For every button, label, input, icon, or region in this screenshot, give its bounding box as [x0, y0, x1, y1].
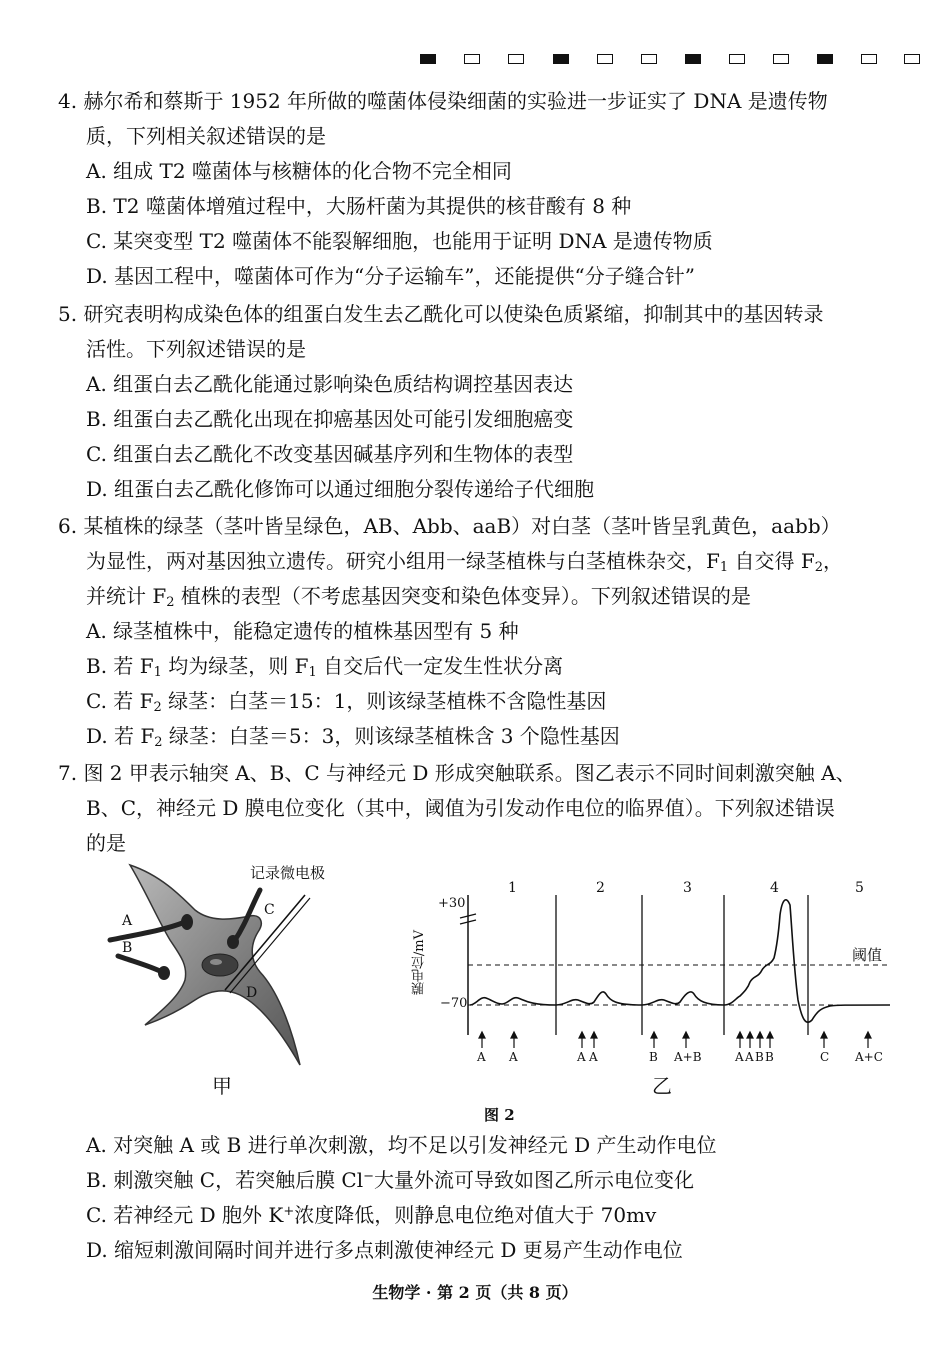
- stimulus-arrows: [479, 1032, 871, 1048]
- header-mark-hollow: [641, 54, 657, 64]
- page-footer: 生物学 · 第 2 页（共 8 页）: [372, 1283, 578, 1302]
- segment-label-4: 4: [770, 880, 779, 896]
- label-b: B: [122, 940, 133, 956]
- stimulus-label: A: [509, 1050, 518, 1064]
- header-mark-hollow: [904, 54, 920, 64]
- axon-c-terminal: [227, 935, 239, 949]
- stimulus-label: A: [745, 1050, 754, 1064]
- stimulus-label: A: [735, 1050, 744, 1064]
- q7-option-b: B. 刺激突触 C，若突触后膜 Cl−大量外流可导致如图乙所示电位变化: [86, 1168, 695, 1192]
- q6-stem-line3: 并统计 $F_2$ 植株的表型（不考虑基因突变和染色体变异）。下列叙述错误的是: [86, 584, 751, 610]
- potential-trace: [470, 900, 890, 1022]
- axon-b-shape: [118, 956, 162, 972]
- header-mark-hollow: [597, 54, 613, 64]
- q4-option-d: D. 基因工程中，噬菌体可作为“分子运输车”，还能提供“分子缝合针”: [86, 264, 695, 288]
- label-a: A: [122, 913, 133, 929]
- header-mark-hollow: [861, 54, 877, 64]
- q6-option-a: A. 绿茎植株中，能稳定遗传的植株基因型有 5 种: [86, 619, 519, 643]
- q7-stem-line1: 7. 图 2 甲表示轴突 A、B、C 与神经元 D 形成突触联系。图乙表示不同时间刺激突触 A、: [58, 761, 856, 785]
- electrode-label: 记录微电极: [250, 864, 326, 882]
- q4-stem-line1: 4. 赫尔希和蔡斯于 1952 年所做的噬菌体侵染细菌的实验进一步证实了 DNA 是遗传物: [58, 89, 828, 113]
- segment-label-5: 5: [855, 880, 864, 896]
- q5-stem-line1: 5. 研究表明构成染色体的组蛋白发生去乙酰化可以使染色质紧缩，抑制其中的基因转录: [58, 302, 824, 326]
- q7-stem-line2: B、C，神经元 D 膜电位变化（其中，阈值为引发动作电位的临界值）。下列叙述错误: [86, 796, 835, 820]
- header-mark-filled: [817, 54, 833, 64]
- q4-stem-line2: 质，下列相关叙述错误的是: [86, 124, 326, 148]
- header-mark-hollow: [729, 54, 745, 64]
- threshold-label: 阈值: [852, 946, 883, 964]
- stimulus-label: A: [477, 1050, 486, 1064]
- header-mark-filled: [420, 54, 436, 64]
- q6-option-b: B. 若 $F_1$ 均为绿茎，则 $F_1$ 自交后代一定发生性状分离: [86, 654, 564, 680]
- segment-label-2: 2: [596, 880, 605, 896]
- q4-option-b: B. T2 噬菌体增殖过程中，大肠杆菌为其提供的核苷酸有 8 种: [86, 194, 632, 218]
- stimulus-label: A: [589, 1050, 598, 1064]
- header-mark-hollow: [464, 54, 480, 64]
- q5-option-a: A. 组蛋白去乙酰化能通过影响染色质结构调控基因表达: [86, 372, 574, 396]
- q7-option-a: A. 对突触 A 或 B 进行单次刺激，均不足以引发神经元 D 产生动作电位: [86, 1133, 717, 1157]
- stimulus-label: B: [755, 1050, 764, 1064]
- q5-stem-line2: 活性。下列叙述错误的是: [86, 337, 306, 361]
- axon-a-terminal: [181, 914, 193, 930]
- figure-title: 图 2: [484, 1106, 515, 1124]
- nucleolus-highlight: [210, 959, 222, 965]
- stimulus-label: A: [577, 1050, 586, 1064]
- axon-b-terminal: [158, 966, 170, 980]
- y-axis-label: 膜电位/mV: [412, 930, 427, 996]
- q4-option-c: C. 某突变型 T2 噬菌体不能裂解细胞，也能用于证明 DNA 是遗传物质: [86, 229, 713, 253]
- q6-option-c: C. 若 $F_2$ 绿茎：白茎＝15：1，则该绿茎植株不含隐性基因: [86, 689, 607, 715]
- header-mark-hollow: [773, 54, 789, 64]
- q5-option-c: C. 组蛋白去乙酰化不改变基因碱基序列和生物体的表型: [86, 442, 574, 466]
- figure-yi-trace: [410, 870, 900, 1075]
- label-c: C: [264, 902, 275, 918]
- stimulus-label: B: [649, 1050, 658, 1064]
- figure-jia-caption: 甲: [212, 1074, 232, 1098]
- stimulus-label: C: [820, 1050, 830, 1064]
- q7-stem-line3: 的是: [86, 831, 126, 855]
- q6-stem-line2: 为显性，两对基因独立遗传。研究小组用一绿茎植株与白茎植株杂交，$F_1$ 自交得 $F_2$，: [86, 549, 844, 575]
- header-marks: [420, 54, 920, 68]
- ytick-top: +30: [438, 896, 466, 911]
- segment-label-1: 1: [508, 880, 517, 896]
- label-d: D: [246, 985, 258, 1001]
- figure-yi-caption: 乙: [652, 1074, 672, 1098]
- q5-option-b: B. 组蛋白去乙酰化出现在抑癌基因处可能引发细胞癌变: [86, 407, 574, 431]
- stimulus-label: A+B: [674, 1050, 702, 1064]
- q7-option-d: D. 缩短刺激间隔时间并进行多点刺激使神经元 D 更易产生动作电位: [86, 1238, 683, 1262]
- q6-option-d: D. 若 $F_2$ 绿茎：白茎＝5：3，则该绿茎植株含 3 个隐性基因: [86, 724, 620, 750]
- stimulus-label: B: [765, 1050, 774, 1064]
- header-mark-filled: [685, 54, 701, 64]
- header-mark-hollow: [508, 54, 524, 64]
- figure-jia-neuron: [100, 860, 350, 1075]
- q7-option-c: C. 若神经元 D 胞外 K+浓度降低，则静息电位绝对值大于 70mv: [86, 1203, 657, 1227]
- nucleus-shape: [202, 954, 238, 976]
- q5-option-d: D. 组蛋白去乙酰化修饰可以通过细胞分裂传递给子代细胞: [86, 477, 595, 501]
- ytick-rest: −70: [440, 996, 468, 1011]
- header-mark-filled: [553, 54, 569, 64]
- q6-stem-line1: 6. 某植株的绿茎（茎叶皆呈绿色，AB、Abb、aaB）对白茎（茎叶皆呈乳黄色，aabb）: [58, 514, 841, 538]
- stimulus-label: A+C: [855, 1050, 883, 1064]
- segment-label-3: 3: [683, 880, 692, 896]
- q4-option-a: A. 组成 T2 噬菌体与核糖体的化合物不完全相同: [86, 159, 512, 183]
